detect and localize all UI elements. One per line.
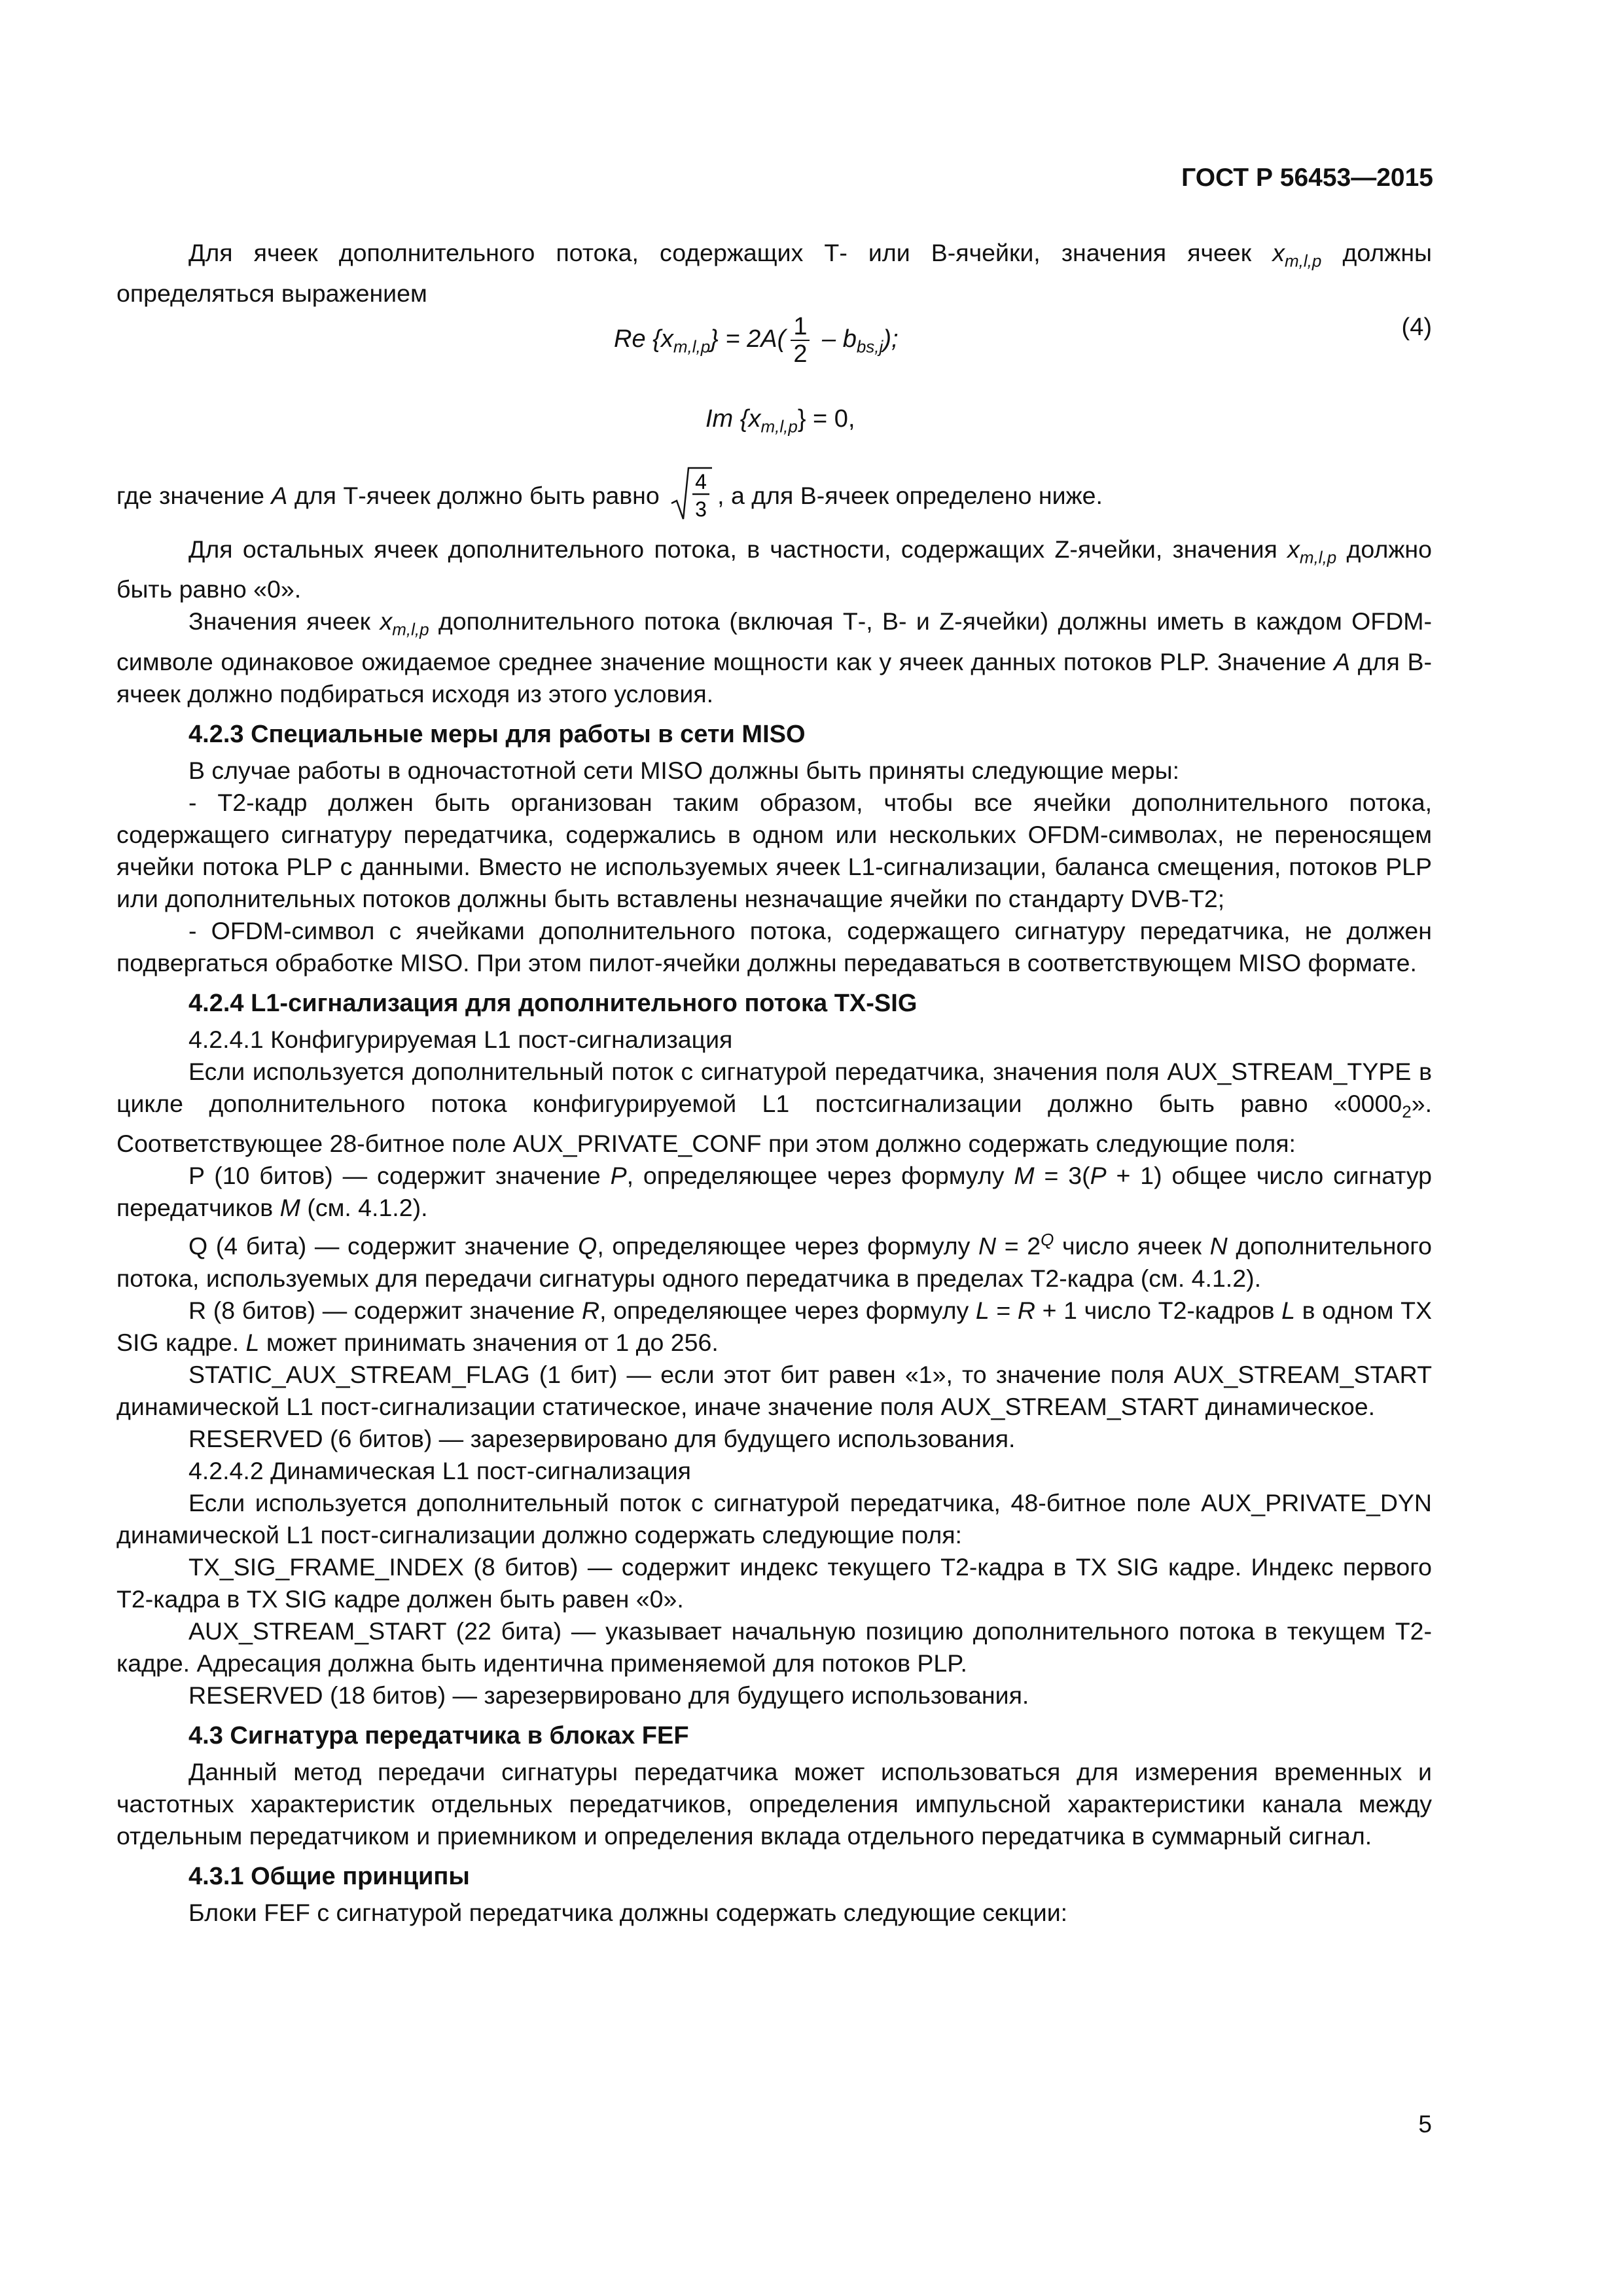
page-body <box>116 157 1432 1929</box>
field-r: R (8 битов) — содержит значение R, определяющее через формулу L = R + 1 число Т2-кадров L в одном TX SIG кадре. L может принимать значения от 1 до 256. <box>116 1296 1433 1356</box>
field-reserved-6: RESERVED (6 битов) — зарезервировано для будущего использования. <box>188 1424 1016 1452</box>
s4241-p1: Если используется дополнительный поток с сигнатурой передатчика, значения поля AUX_STREAM_TYPE в цикле дополнительного потока конфигурируемой L1 постсигнализации должно быть равно «$0000_2$». Соответствующее 28-битное поле AUX_PRIVATE_CONF при этом должно содержать следующие поля: <box>116 1057 1432 1157</box>
field-aux-stream-start: AUX_STREAM_START (22 бита) — указывает начальную позицию дополнительного потока в текущем Т2-кадре. Адресация должна быть идентична применяемой для потоков PLP. <box>116 1617 1432 1677</box>
s4241-title: 4.2.4.1 Конфигурируемая L1 пост-сигнализация <box>188 1025 733 1053</box>
section-4-3-title: 4.3 Сигнатура передатчика в блоках FEF <box>188 1721 689 1749</box>
intro-paragraph: Для ячеек дополнительного потока, содержащих Т- или В-ячейки, значения ячеек $x_{m,l,p}$ должны определяться выражением <box>116 239 1432 307</box>
s431-p1: Блоки FEF с сигнатурой передатчика должны содержать следующие секции: <box>188 1898 1068 1926</box>
svg-text:3: 3 <box>695 497 707 521</box>
s4242-title: 4.2.4.2 Динамическая L1 пост-сигнализация <box>188 1456 691 1484</box>
section-4-2-3-title: 4.2.3 Специальные меры для работы в сети MISO <box>188 720 806 748</box>
equation-number: (4) <box>1401 313 1432 341</box>
fraction-one-half: $\frac{1}{2}$ <box>791 314 810 367</box>
s43-p1: Данный метод передачи сигнатуры передатчика может использоваться для измерения временных и частотных характеристик отдельных передатчиков, определения импульсной характеристики канала между отдельным передатчиком и приемником и определения вклада отдельного передатчика в суммарный сигнал. <box>116 1757 1432 1850</box>
svg-text:4: 4 <box>695 469 707 493</box>
field-p: P (10 битов) — содержит значение P, определяющее через формулу M = 3(P + 1) общее число сигнатур передатчиков M (см. 4.1.2). <box>116 1162 1433 1221</box>
field-static-flag: STATIC_AUX_STREAM_FLAG (1 бит) — если этот бит равен «1», то значение поля AUX_STREAM_START динамической L1 пост-сигнализации статическое, иначе значение поля AUX_STREAM_START динамическое. <box>116 1360 1432 1420</box>
s423-p1: В случае работы в одночастотной сети MISO должны быть приняты следующие меры: <box>188 756 1179 784</box>
s423-item-1: - Т2-кадр должен быть организован таким образом, чтобы все ячейки дополнительного потока, содержащего сигнатуру передатчика, содержались в одном или нескольких OFDM-символах, не переносящем ячейки потока PLP с данными. Вместо не используемых ячеек L1-сигнализации, баланса смещения, потоков PLP или дополнительных потоков должны быть вставлены незначащие ячейки по стандарту DVB-T2; <box>116 788 1432 912</box>
section-4-2-4-title: 4.2.4 L1-сигнализация для дополнительного потока TX-SIG <box>188 989 918 1017</box>
field-tx-sig-frame-index: TX_SIG_FRAME_INDEX (8 битов) — содержит индекс текущего Т2-кадра в TX SIG кадре. Индекс первого Т2-кадра в TX SIG кадре должен быть равен «0». <box>116 1552 1432 1613</box>
values-paragraph: Значения ячеек $x_{m,l,p}$ дополнительного потока (включая Т-, В- и Z-ячейки) должны иметь в каждом OFDM-символе одинаковое ожидаемое среднее значение мощности как у ячеек данных потоков PLP. Значение A для В-ячеек должно подбираться исходя из этого условия. <box>116 607 1433 708</box>
rest-cells-paragraph: Для остальных ячеек дополнительного потока, в частности, содержащих Z-ячейки, значения $x_{m,l,p}$ должно быть равно «0». <box>116 535 1432 603</box>
equation-line-im: Im $\{x_{m,l,p}\} = 0$, <box>705 404 855 437</box>
document-header-id: ГОСТ Р 56453—2015 <box>1181 164 1433 192</box>
field-reserved-18: RESERVED (18 битов) — зарезервировано для будущего использования. <box>188 1681 1029 1709</box>
s423-item-2: - OFDM-символ с ячейками дополнительного потока, содержащего сигнатуру передатчика, не должен подвергаться обработке MISO. При этом пилот-ячейки должны передаваться в соответствующем MISO формате. <box>116 916 1432 977</box>
section-4-3-1-title: 4.3.1 Общие принципы <box>188 1862 470 1890</box>
sqrt-four-thirds <box>670 465 713 529</box>
field-q: Q (4 бита) — содержит значение Q, определяющее через формулу $N = 2^Q$ число ячеек N дополнительного потока, используемых для передачи сигнатуры одного передатчика в пределах Т2-кадра (см. 4.1.2). <box>116 1230 1432 1292</box>
page-number: 5 <box>1418 2111 1432 2138</box>
where-paragraph: где значение A для Т-ячеек должно быть равно 4 3 , а для В-ячеек определено ниже. <box>116 465 1432 529</box>
equation-4 <box>116 314 1432 405</box>
s4242-p1: Если используется дополнительный поток с сигнатурой передатчика, 48-битное поле AUX_PRIVATE_DYN динамической L1 пост-сигнализации должно содержать следующие поля: <box>116 1488 1432 1549</box>
equation-line-re: Re $\{x_{m,l,p}\} = 2A$( $\frac{1}{2}$ – $b_{bs,j}$); <box>614 312 899 368</box>
